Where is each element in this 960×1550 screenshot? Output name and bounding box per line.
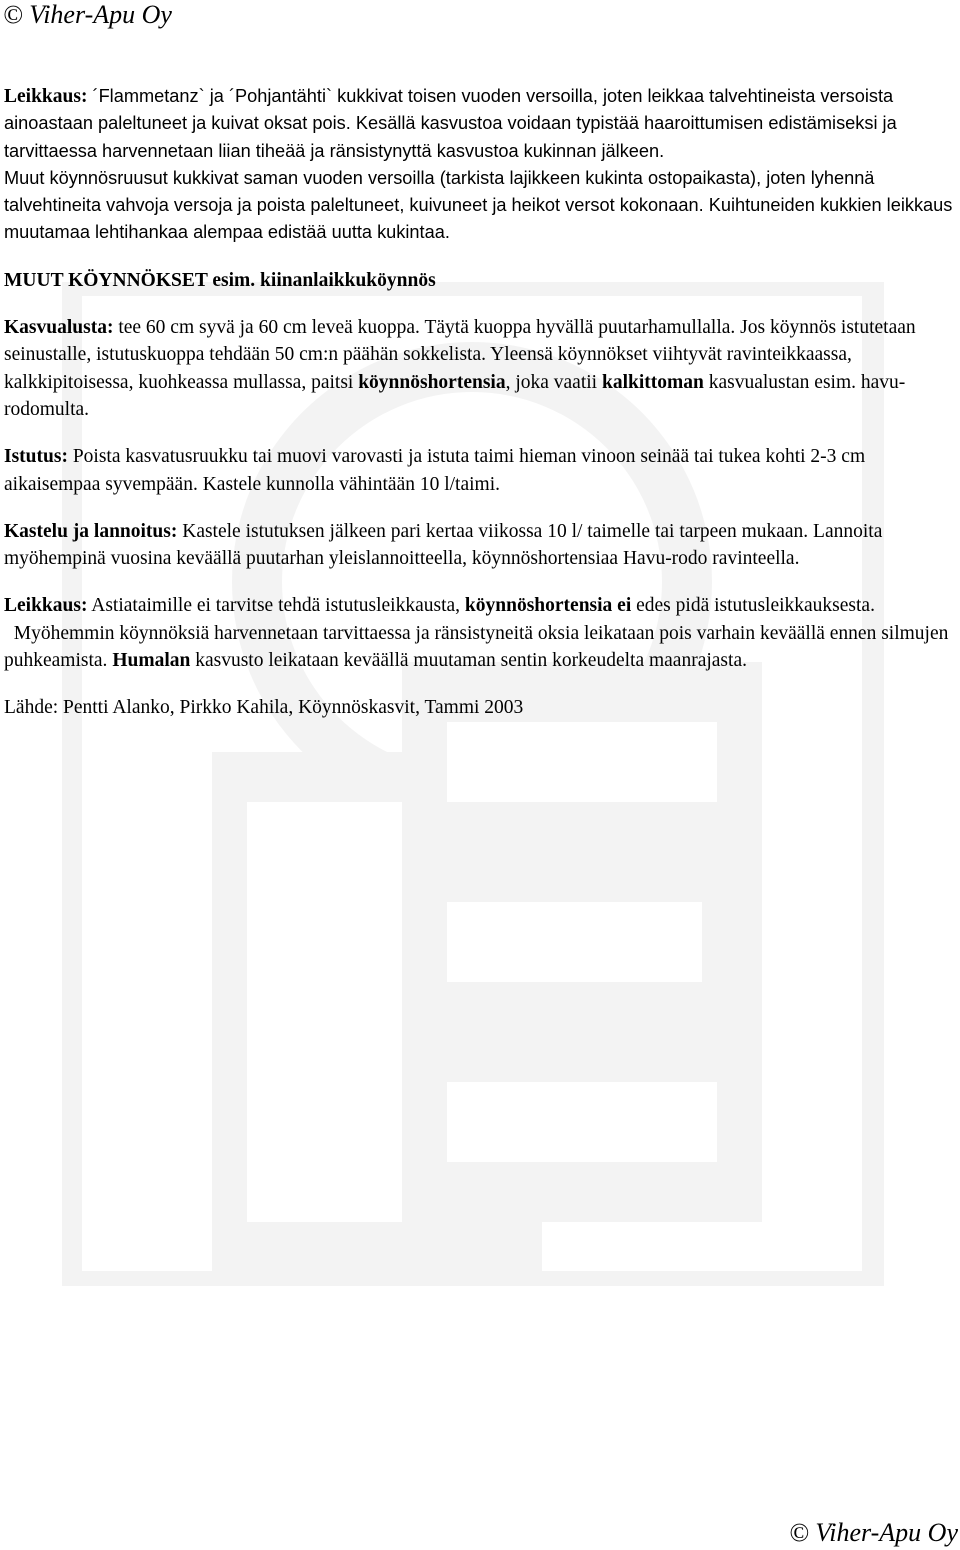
kasvualusta-bold-1: köynnöshortensia (358, 371, 506, 393)
leikkaus-muut-text-3: Myöhemmin köynnöksiä harvennetaan tarvittaessa ja ränsistyneitä oksia leikataan pois varhain keväällä ennen silmujen puhkeamista. (4, 622, 949, 672)
leikkaus-muut-paragraph (4, 592, 954, 619)
kastelu-text: Kastele istutuksen jälkeen pari kertaa viikossa 10 l/ taimelle tai tarpeen mukaan. Lannoita myöhempinä vuosina keväällä puutarhan yleislannoitteella, köynnöshortensiaa Havu-rodo ravinteella. (4, 520, 883, 570)
leikkaus-paragraph-1 (4, 83, 954, 165)
leikkaus-paragraph-2: Muut köynnösruusut kukkivat saman vuoden versoilla (tarkista lajikkeen kukinta ostopaikasta), joten lyhennä talvehtineita vahvoja versoja ja poista paleltuneet, kuivuneet ja heikot versot kokonaan. Kuihtuneiden kukkien leikkaus muutamaa lehtihankaa alempaa edistää uutta kukintaa. (4, 167, 953, 243)
brand-footer: © Viher-Apu Oy (789, 1518, 958, 1547)
muut-heading-text: MUUT KÖYNNÖKSET esim. kiinanlaikkuköynnös (4, 269, 436, 291)
leikkaus-label: Leikkaus: (4, 86, 88, 107)
istutus-text: Poista kasvatusruukku tai muovi varovasti ja istuta taimi hieman vinoon seinää tai tukea kohti 2-3 cm aikaisempaa syvempään. Kastele kunnolla vähintään 10 l/taimi. (4, 446, 866, 495)
leikkaus-muut-text-2: edes pidä istutusleikkauksesta. (631, 595, 875, 617)
kasvualusta-bold-2: kalkittoman (601, 371, 704, 393)
kastelu-label: Kastelu ja lannoitus: (4, 520, 178, 542)
kasvualusta-text-2: , joka vaatii (505, 371, 602, 393)
leikkaus-muut-bold-1: köynnöshortensia ei (464, 595, 632, 617)
kasvualusta-paragraph (4, 314, 954, 423)
brand-header: © Viher-Apu Oy (3, 0, 172, 29)
leikkaus-muut-label: Leikkaus: (4, 595, 88, 617)
leikkaus-muut-text-1: Astiataimille ei tarvitse tehdä istutusleikkausta, (87, 595, 465, 617)
leikkaus-muut-paragraph-2 (4, 620, 954, 675)
source-citation: Lähde: Pentti Alanko, Pirkko Kahila, Köynnöskasvit, Tammi 2003 (4, 697, 524, 719)
kasvualusta-label: Kasvualusta: (4, 317, 114, 339)
kastelu-paragraph (4, 518, 954, 573)
muut-heading (4, 267, 954, 294)
kasvualusta-text-1: tee 60 cm syvä ja 60 cm leveä kuoppa. Täytä kuoppa hyvällä puutarhamullalla. Jos köynnös istutetaan seinustalle, istutuskuoppa tehdään 50 cm:n päähän sokkelista. Yleensä köynnökset viihtyvät ravinteikkaassa, kalkkipitoisessa, kuohkeassa mullassa, paitsi (4, 317, 916, 393)
document-body (4, 83, 954, 722)
istutus-label: Istutus: (4, 446, 68, 468)
istutus-paragraph (4, 443, 954, 498)
leikkaus-muut-bold-2: Humalan (112, 650, 191, 672)
kasvualusta-text-3: kasvualustan esim. havu-rodomulta. (4, 371, 906, 420)
leikkaus-muut-text-4: kasvusto leikataan keväällä muutaman sentin korkeudelta maanrajasta. (190, 650, 747, 672)
leikkaus-text-1: ´Flammetanz` ja ´Pohjantähti` kukkivat toisen vuoden versoilla, joten leikkaa talvehtineista versoista ainoastaan paleltuneet ja kuivat oksat pois. Kesällä kasvustoa voidaan typistää haaroittumisen edistämiseksi ja tarvittaessa harvennetaan liian tiheää ja ränsistynyttä kasvustoa kukinnan jälkeen. (4, 86, 897, 161)
